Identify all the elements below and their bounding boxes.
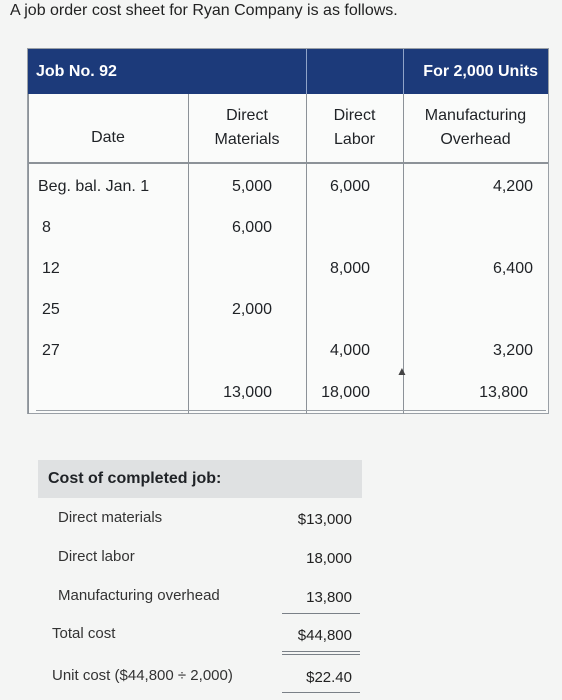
row-date: 27	[42, 342, 60, 359]
completed-item-label: Direct materials	[58, 509, 163, 526]
row-dl: 8,000	[329, 260, 370, 277]
column-manufacturing-overhead: Manufacturing Overhead	[424, 107, 527, 148]
completed-item-value: $22.40	[306, 669, 352, 686]
intro-text: A job order cost sheet for Ryan Company is as follows.	[10, 2, 398, 19]
column-direct-labor: Direct Labor	[333, 107, 376, 148]
completed-job-heading: Cost of completed job:	[38, 460, 362, 498]
completed-item-value: $44,800	[297, 627, 352, 644]
row-date: 8	[42, 219, 51, 236]
column-headers	[28, 94, 548, 164]
completed-item-label: Direct labor	[58, 548, 135, 565]
completed-item-value: 18,000	[306, 550, 352, 567]
cursor-icon: ▲	[396, 364, 408, 378]
row-dm: 2,000	[231, 301, 272, 318]
total-dl: 18,000	[321, 384, 370, 401]
row-date: 25	[42, 301, 60, 318]
job-order-cost-sheet	[27, 48, 549, 414]
row-dm: 5,000	[231, 178, 272, 195]
job-number: Job No. 92	[36, 63, 117, 80]
row-date: Beg. bal. Jan. 1	[38, 178, 150, 195]
row-moh: 4,200	[492, 178, 533, 195]
completed-item-value: $13,000	[297, 511, 352, 528]
sheet-header	[28, 49, 548, 94]
completed-item-label: Total cost	[52, 625, 116, 642]
completed-item-value: 13,800	[306, 589, 352, 606]
units-label: For 2,000 Units	[423, 63, 538, 80]
column-direct-materials: Direct Materials	[214, 107, 280, 148]
total-moh: 13,800	[479, 384, 528, 401]
row-dl: 4,000	[329, 342, 370, 359]
row-moh: 6,400	[492, 260, 533, 277]
row-dl: 6,000	[329, 178, 370, 195]
column-date: Date	[91, 129, 125, 146]
row-date: 12	[42, 260, 60, 277]
completed-item-label: Manufacturing overhead	[58, 587, 220, 604]
row-moh: 3,200	[492, 342, 533, 359]
row-dm: 6,000	[231, 219, 272, 236]
total-dm: 13,000	[223, 384, 272, 401]
completed-item-label: Unit cost ($44,800 ÷ 2,000)	[52, 667, 233, 684]
